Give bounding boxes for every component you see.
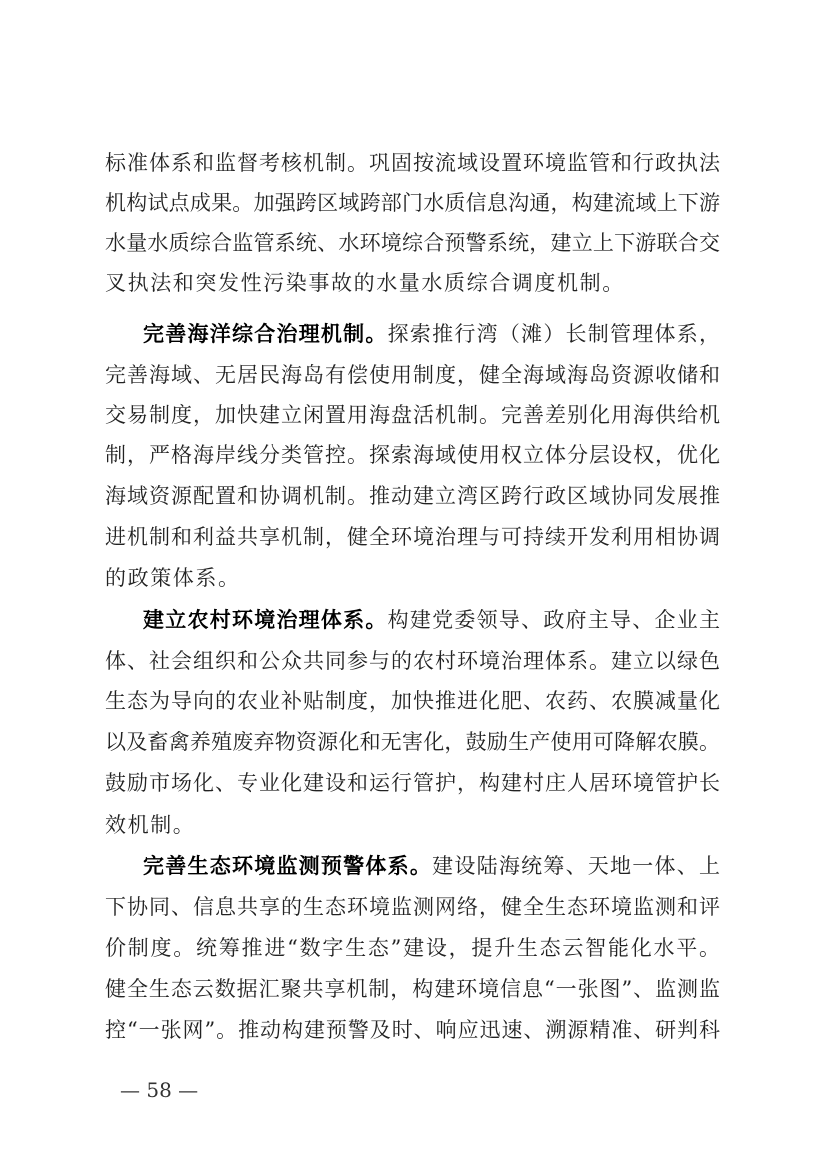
text-line: 叉执法和突发性污染事故的水量水质综合调度机制。 [105, 271, 625, 295]
text-line: 水量水质综合监管系统、水环境综合预警系统，建立上下游联合交 [105, 231, 720, 255]
text-line: 的政策体系。 [105, 566, 241, 590]
text-line: 控“一张网”。推动构建预警及时、响应迅速、溯源精准、研判科 [105, 1018, 720, 1042]
text-line: 效机制。 [105, 813, 196, 837]
paragraph-heading: 建立农村环境治理体系。 [143, 607, 388, 632]
text-line: 交易制度，加快建立闲置用海盘活机制。完善差别化用海供给机 [105, 403, 720, 427]
text-line: 完善海域、无居民海岛有偿使用制度，健全海域海岛资源收储和 [105, 363, 720, 387]
paragraph-first-line [143, 322, 720, 346]
text-line: 机构试点成果。加强跨区域跨部门水质信息沟通，构建流域上下游 [105, 191, 720, 215]
text-line: 价制度。统筹推进“数字生态”建设，提升生态云智能化水平。 [105, 936, 720, 960]
text-span: 建设陆海统筹、天地一体、上 [432, 854, 721, 878]
text-line: 鼓励市场化、专业化建设和运行管护，构建村庄人居环境管护长 [105, 771, 720, 795]
text-line: 以及畜禽养殖废弃物资源化和无害化，鼓励生产使用可降解农膜。 [105, 730, 720, 754]
text-line: 体、社会组织和公众共同参与的农村环境治理体系。建立以绿色 [105, 649, 720, 673]
page-number: — 58 — [120, 1078, 199, 1102]
paragraph-heading: 完善生态环境监测预警体系。 [143, 853, 433, 878]
text-line: 制，严格海岸线分类管控。探索海域使用权立体分层设权，优化 [105, 443, 720, 467]
text-line: 海域资源配置和协调机制。推动建立湾区跨行政区域协同发展推 [105, 484, 720, 508]
paragraph-first-line [143, 608, 720, 632]
text-line: 标准体系和监督考核机制。巩固按流域设置环境监管和行政执法 [105, 151, 720, 175]
paragraph-heading: 完善海洋综合治理机制。 [143, 321, 388, 346]
text-line: 进机制和利益共享机制，健全环境治理与可持续开发利用相协调 [105, 525, 720, 549]
paragraph-first-line [143, 854, 720, 878]
text-line: 健全生态云数据汇聚共享机制，构建环境信息“一张图”、监测监 [105, 977, 720, 1001]
text-span: 构建党委领导、政府主导、企业主 [387, 608, 720, 632]
text-line: 下协同、信息共享的生态环境监测网络，健全生态环境监测和评 [105, 895, 720, 919]
text-span: 探索推行湾（滩）长制管理体系， [387, 322, 720, 346]
text-line: 生态为导向的农业补贴制度，加快推进化肥、农药、农膜减量化 [105, 689, 720, 713]
